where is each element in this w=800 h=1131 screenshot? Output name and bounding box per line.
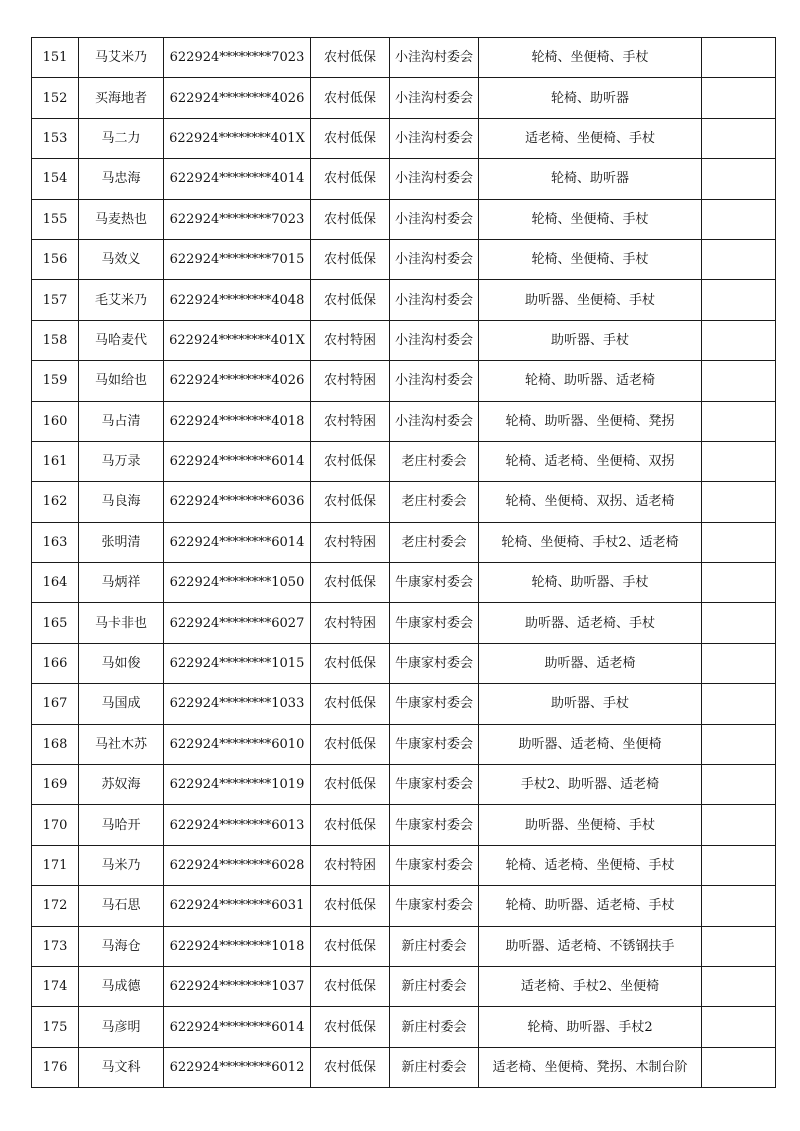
remarks-cell [702,603,776,643]
assistive-devices-cell: 助听器、手杖 [479,320,702,360]
remarks-cell [702,845,776,885]
remarks-cell [702,38,776,78]
remarks-cell [702,563,776,603]
assistive-devices-cell: 轮椅、坐便椅、手杖 [479,38,702,78]
assistive-devices-cell: 轮椅、助听器 [479,78,702,118]
assistive-devices-cell: 轮椅、坐便椅、手杖 [479,199,702,239]
id-number-cell: 622924********6013 [164,805,311,845]
row-index-cell: 168 [32,724,79,764]
village-committee-cell: 牛康家村委会 [390,886,479,926]
id-number-cell: 622924********6036 [164,482,311,522]
remarks-cell [702,765,776,805]
id-number-cell: 622924********401X [164,320,311,360]
remarks-cell [702,78,776,118]
table-row [32,239,776,279]
name-cell: 马效义 [79,239,164,279]
id-number-cell: 622924********6012 [164,1047,311,1087]
village-committee-cell: 老庄村委会 [390,482,479,522]
table-row [32,522,776,562]
id-number-cell: 622924********7023 [164,38,311,78]
assistance-type-cell: 农村低保 [311,886,390,926]
remarks-cell [702,320,776,360]
table-row [32,199,776,239]
name-cell: 马文科 [79,1047,164,1087]
table-row [32,38,776,78]
row-index-cell: 161 [32,441,79,481]
id-number-cell: 622924********4014 [164,159,311,199]
village-committee-cell: 小洼沟村委会 [390,361,479,401]
id-number-cell: 622924********4048 [164,280,311,320]
name-cell: 马石思 [79,886,164,926]
row-index-cell: 154 [32,159,79,199]
assistance-type-cell: 农村低保 [311,724,390,764]
assistive-devices-cell: 轮椅、坐便椅、双拐、适老椅 [479,482,702,522]
village-committee-cell: 新庄村委会 [390,926,479,966]
table-row [32,361,776,401]
assistance-type-cell: 农村低保 [311,684,390,724]
table-row [32,926,776,966]
name-cell: 马社木苏 [79,724,164,764]
name-cell: 马良海 [79,482,164,522]
village-committee-cell: 小洼沟村委会 [390,118,479,158]
table-row [32,643,776,683]
assistive-devices-cell: 轮椅、适老椅、坐便椅、手杖 [479,845,702,885]
table-row [32,845,776,885]
name-cell: 马二力 [79,118,164,158]
table-row [32,320,776,360]
name-cell: 张明清 [79,522,164,562]
row-index-cell: 162 [32,482,79,522]
remarks-cell [702,401,776,441]
row-index-cell: 155 [32,199,79,239]
id-number-cell: 622924********7015 [164,239,311,279]
table-row [32,118,776,158]
table-row [32,603,776,643]
id-number-cell: 622924********7023 [164,199,311,239]
table-row [32,805,776,845]
assistive-devices-cell: 助听器、适老椅、坐便椅 [479,724,702,764]
village-committee-cell: 小洼沟村委会 [390,159,479,199]
village-committee-cell: 老庄村委会 [390,441,479,481]
assistive-devices-cell: 适老椅、手杖2、坐便椅 [479,966,702,1006]
assistance-type-cell: 农村特困 [311,361,390,401]
id-number-cell: 622924********1033 [164,684,311,724]
assistive-devices-cell: 助听器、手杖 [479,684,702,724]
id-number-cell: 622924********6027 [164,603,311,643]
village-committee-cell: 牛康家村委会 [390,845,479,885]
village-committee-cell: 新庄村委会 [390,1047,479,1087]
id-number-cell: 622924********6028 [164,845,311,885]
row-index-cell: 169 [32,765,79,805]
assistance-type-cell: 农村低保 [311,966,390,1006]
row-index-cell: 165 [32,603,79,643]
remarks-cell [702,643,776,683]
id-number-cell: 622924********4026 [164,361,311,401]
village-committee-cell: 牛康家村委会 [390,765,479,805]
assistive-devices-cell: 助听器、适老椅 [479,643,702,683]
assistance-type-cell: 农村低保 [311,643,390,683]
assistance-type-cell: 农村特困 [311,401,390,441]
id-number-cell: 622924********401X [164,118,311,158]
id-number-cell: 622924********4026 [164,78,311,118]
assistive-devices-cell: 手杖2、助听器、适老椅 [479,765,702,805]
name-cell: 马万录 [79,441,164,481]
assistance-type-cell: 农村低保 [311,926,390,966]
row-index-cell: 174 [32,966,79,1006]
assistive-devices-cell: 轮椅、适老椅、坐便椅、双拐 [479,441,702,481]
name-cell: 马哈麦代 [79,320,164,360]
remarks-cell [702,805,776,845]
beneficiary-table-body [32,38,776,1088]
assistance-type-cell: 农村低保 [311,805,390,845]
assistive-devices-cell: 轮椅、助听器、坐便椅、凳拐 [479,401,702,441]
assistance-type-cell: 农村低保 [311,78,390,118]
remarks-cell [702,1007,776,1047]
table-row [32,401,776,441]
table-row [32,280,776,320]
row-index-cell: 172 [32,886,79,926]
remarks-cell [702,361,776,401]
assistance-type-cell: 农村低保 [311,563,390,603]
id-number-cell: 622924********6031 [164,886,311,926]
remarks-cell [702,441,776,481]
village-committee-cell: 小洼沟村委会 [390,401,479,441]
id-number-cell: 622924********1015 [164,643,311,683]
row-index-cell: 151 [32,38,79,78]
assistance-type-cell: 农村低保 [311,482,390,522]
row-index-cell: 167 [32,684,79,724]
village-committee-cell: 牛康家村委会 [390,603,479,643]
village-committee-cell: 新庄村委会 [390,966,479,1006]
name-cell: 马卡非也 [79,603,164,643]
row-index-cell: 156 [32,239,79,279]
id-number-cell: 622924********1037 [164,966,311,1006]
remarks-cell [702,886,776,926]
assistance-type-cell: 农村特困 [311,522,390,562]
assistance-type-cell: 农村低保 [311,239,390,279]
assistive-devices-cell: 轮椅、助听器、适老椅、手杖 [479,886,702,926]
remarks-cell [702,482,776,522]
remarks-cell [702,239,776,279]
assistive-devices-cell: 助听器、适老椅、手杖 [479,603,702,643]
row-index-cell: 166 [32,643,79,683]
assistance-type-cell: 农村低保 [311,1047,390,1087]
table-row [32,1007,776,1047]
name-cell: 马占清 [79,401,164,441]
id-number-cell: 622924********6014 [164,522,311,562]
assistance-type-cell: 农村低保 [311,1007,390,1047]
beneficiary-table [31,37,776,1088]
assistive-devices-cell: 适老椅、坐便椅、手杖 [479,118,702,158]
assistive-devices-cell: 轮椅、助听器、手杖2 [479,1007,702,1047]
id-number-cell: 622924********6010 [164,724,311,764]
assistance-type-cell: 农村低保 [311,199,390,239]
table-row [32,482,776,522]
name-cell: 马成德 [79,966,164,1006]
row-index-cell: 163 [32,522,79,562]
assistive-devices-cell: 助听器、坐便椅、手杖 [479,805,702,845]
id-number-cell: 622924********1050 [164,563,311,603]
name-cell: 马艾米乃 [79,38,164,78]
table-row [32,684,776,724]
row-index-cell: 164 [32,563,79,603]
village-committee-cell: 老庄村委会 [390,522,479,562]
name-cell: 苏奴海 [79,765,164,805]
name-cell: 马如俊 [79,643,164,683]
name-cell: 马如给也 [79,361,164,401]
assistance-type-cell: 农村低保 [311,280,390,320]
remarks-cell [702,199,776,239]
table-row [32,563,776,603]
assistance-type-cell: 农村低保 [311,159,390,199]
id-number-cell: 622924********1019 [164,765,311,805]
remarks-cell [702,1047,776,1087]
row-index-cell: 170 [32,805,79,845]
name-cell: 马哈开 [79,805,164,845]
id-number-cell: 622924********6014 [164,441,311,481]
village-committee-cell: 新庄村委会 [390,1007,479,1047]
remarks-cell [702,522,776,562]
name-cell: 马海仓 [79,926,164,966]
assistance-type-cell: 农村特困 [311,845,390,885]
village-committee-cell: 牛康家村委会 [390,643,479,683]
assistive-devices-cell: 轮椅、助听器、手杖 [479,563,702,603]
table-row [32,441,776,481]
village-committee-cell: 小洼沟村委会 [390,239,479,279]
remarks-cell [702,118,776,158]
assistive-devices-cell: 助听器、坐便椅、手杖 [479,280,702,320]
row-index-cell: 157 [32,280,79,320]
row-index-cell: 158 [32,320,79,360]
assistance-type-cell: 农村低保 [311,765,390,805]
row-index-cell: 153 [32,118,79,158]
village-committee-cell: 牛康家村委会 [390,805,479,845]
village-committee-cell: 牛康家村委会 [390,684,479,724]
name-cell: 马炳祥 [79,563,164,603]
table-row [32,159,776,199]
remarks-cell [702,926,776,966]
row-index-cell: 176 [32,1047,79,1087]
assistive-devices-cell: 轮椅、坐便椅、手杖 [479,239,702,279]
row-index-cell: 159 [32,361,79,401]
name-cell: 马麦热也 [79,199,164,239]
assistive-devices-cell: 轮椅、助听器 [479,159,702,199]
assistive-devices-cell: 助听器、适老椅、不锈钢扶手 [479,926,702,966]
name-cell: 马忠海 [79,159,164,199]
remarks-cell [702,159,776,199]
id-number-cell: 622924********4018 [164,401,311,441]
village-committee-cell: 小洼沟村委会 [390,199,479,239]
remarks-cell [702,966,776,1006]
remarks-cell [702,684,776,724]
table-row [32,966,776,1006]
table-row [32,765,776,805]
remarks-cell [702,280,776,320]
village-committee-cell: 小洼沟村委会 [390,78,479,118]
name-cell: 马彦明 [79,1007,164,1047]
name-cell: 毛艾米乃 [79,280,164,320]
name-cell: 买海地者 [79,78,164,118]
row-index-cell: 171 [32,845,79,885]
village-committee-cell: 牛康家村委会 [390,563,479,603]
remarks-cell [702,724,776,764]
assistance-type-cell: 农村特困 [311,320,390,360]
assistance-type-cell: 农村低保 [311,441,390,481]
village-committee-cell: 牛康家村委会 [390,724,479,764]
village-committee-cell: 小洼沟村委会 [390,38,479,78]
name-cell: 马国成 [79,684,164,724]
assistive-devices-cell: 轮椅、助听器、适老椅 [479,361,702,401]
table-row [32,724,776,764]
name-cell: 马米乃 [79,845,164,885]
row-index-cell: 160 [32,401,79,441]
table-row [32,78,776,118]
row-index-cell: 152 [32,78,79,118]
row-index-cell: 175 [32,1007,79,1047]
id-number-cell: 622924********6014 [164,1007,311,1047]
assistance-type-cell: 农村低保 [311,118,390,158]
assistive-devices-cell: 轮椅、坐便椅、手杖2、适老椅 [479,522,702,562]
village-committee-cell: 小洼沟村委会 [390,320,479,360]
village-committee-cell: 小洼沟村委会 [390,280,479,320]
assistance-type-cell: 农村特困 [311,603,390,643]
row-index-cell: 173 [32,926,79,966]
table-row [32,886,776,926]
id-number-cell: 622924********1018 [164,926,311,966]
assistive-devices-cell: 适老椅、坐便椅、凳拐、木制台阶 [479,1047,702,1087]
table-row [32,1047,776,1087]
assistance-type-cell: 农村低保 [311,38,390,78]
